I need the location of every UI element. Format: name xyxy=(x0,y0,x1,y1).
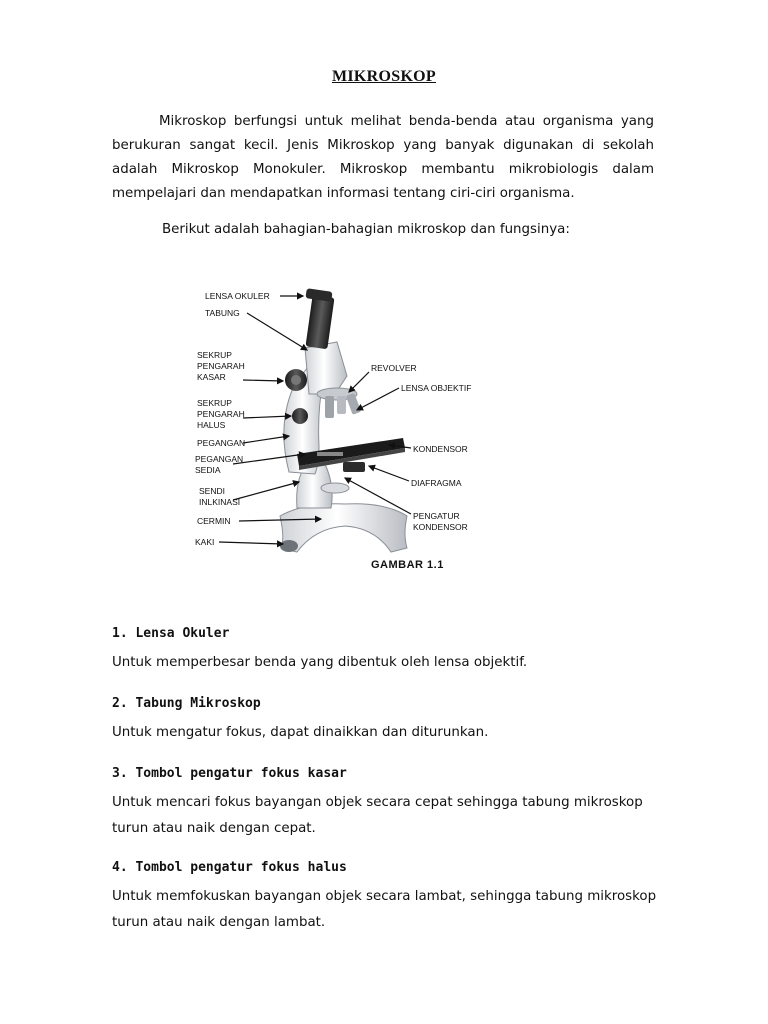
label-kaki: KAKI xyxy=(195,537,215,547)
label-tabung: TABUNG xyxy=(205,308,240,318)
left-labels xyxy=(195,291,270,547)
part-heading: 1. Lensa Okuler xyxy=(112,626,230,641)
label-pegangan-sedia-2: SEDIA xyxy=(195,465,221,475)
label-kondensor: KONDENSOR xyxy=(413,444,468,454)
part-item-tabung xyxy=(112,694,672,746)
part-item-fokus-halus xyxy=(112,858,672,936)
label-sekrup-halus-3: HALUS xyxy=(197,420,226,430)
label-pengatur-kondensor-2: KONDENSOR xyxy=(413,522,468,532)
label-pegangan: PEGANGAN xyxy=(197,438,246,448)
figure-caption: GAMBAR 1.1 xyxy=(371,559,444,571)
part-item-fokus-kasar xyxy=(112,764,672,842)
microscope-drawing xyxy=(280,288,407,552)
label-sendi-inklinasi-2: INLKINASI xyxy=(199,497,241,507)
label-lensa-okuler: LENSA OKULER xyxy=(205,291,270,301)
label-sekrup-halus-2: PENGARAH xyxy=(197,409,245,419)
part-description: Untuk memperbesar benda yang dibentuk oleh lensa objektif. xyxy=(112,655,528,670)
part-heading: 3. Tombol pengatur fokus kasar xyxy=(112,766,347,781)
page-title: MIKROSKOP xyxy=(331,68,437,85)
part-heading: 4. Tombol pengatur fokus halus xyxy=(112,860,347,875)
microscope-diagram xyxy=(185,276,485,580)
part-heading: 2. Tabung Mikroskop xyxy=(112,696,261,711)
label-sekrup-kasar-3: KASAR xyxy=(197,372,226,382)
label-pengatur-kondensor-1: PENGATUR xyxy=(413,511,460,521)
intro-paragraph: Mikroskop berfungsi untuk melihat benda-benda atau organisma yang berukuran sangat kecil. Jenis Mikroskop yang banyak digunakan di sekolah adalah Mikroskop Monokuler. Mikroskop membantu mikrobiologis dalam mempelajari dan mendapatkan informasi tentang ciri-ciri organisma. xyxy=(112,114,654,201)
label-revolver: REVOLVER xyxy=(371,363,417,373)
label-cermin: CERMIN xyxy=(197,516,231,526)
part-description: Untuk memfokuskan bayangan objek secara lambat, sehingga tabung mikroskop turun atau naik dengan lambat. xyxy=(112,889,657,930)
label-sekrup-kasar-1: SEKRUP xyxy=(197,350,232,360)
label-sekrup-halus-1: SEKRUP xyxy=(197,398,232,408)
part-description: Untuk mencari fokus bayangan objek secara cepat sehingga tabung mikroskop turun atau naik dengan cepat. xyxy=(112,795,643,836)
label-pegangan-sedia-1: PEGANGAN xyxy=(195,454,244,464)
label-lensa-objektif: LENSA OBJEKTIF xyxy=(401,383,472,393)
label-diafragma: DIAFRAGMA xyxy=(411,478,462,488)
label-sendi-inklinasi-1: SENDI xyxy=(199,486,225,496)
part-description: Untuk mengatur fokus, dapat dinaikkan dan diturunkan. xyxy=(112,725,489,740)
label-sekrup-kasar-2: PENGARAH xyxy=(197,361,245,371)
microscope-figure xyxy=(185,276,485,580)
part-item-lensa-okuler xyxy=(112,624,672,676)
parts-intro-text: Berikut adalah bahagian-bahagian mikroskop dan fungsinya: xyxy=(162,222,570,237)
